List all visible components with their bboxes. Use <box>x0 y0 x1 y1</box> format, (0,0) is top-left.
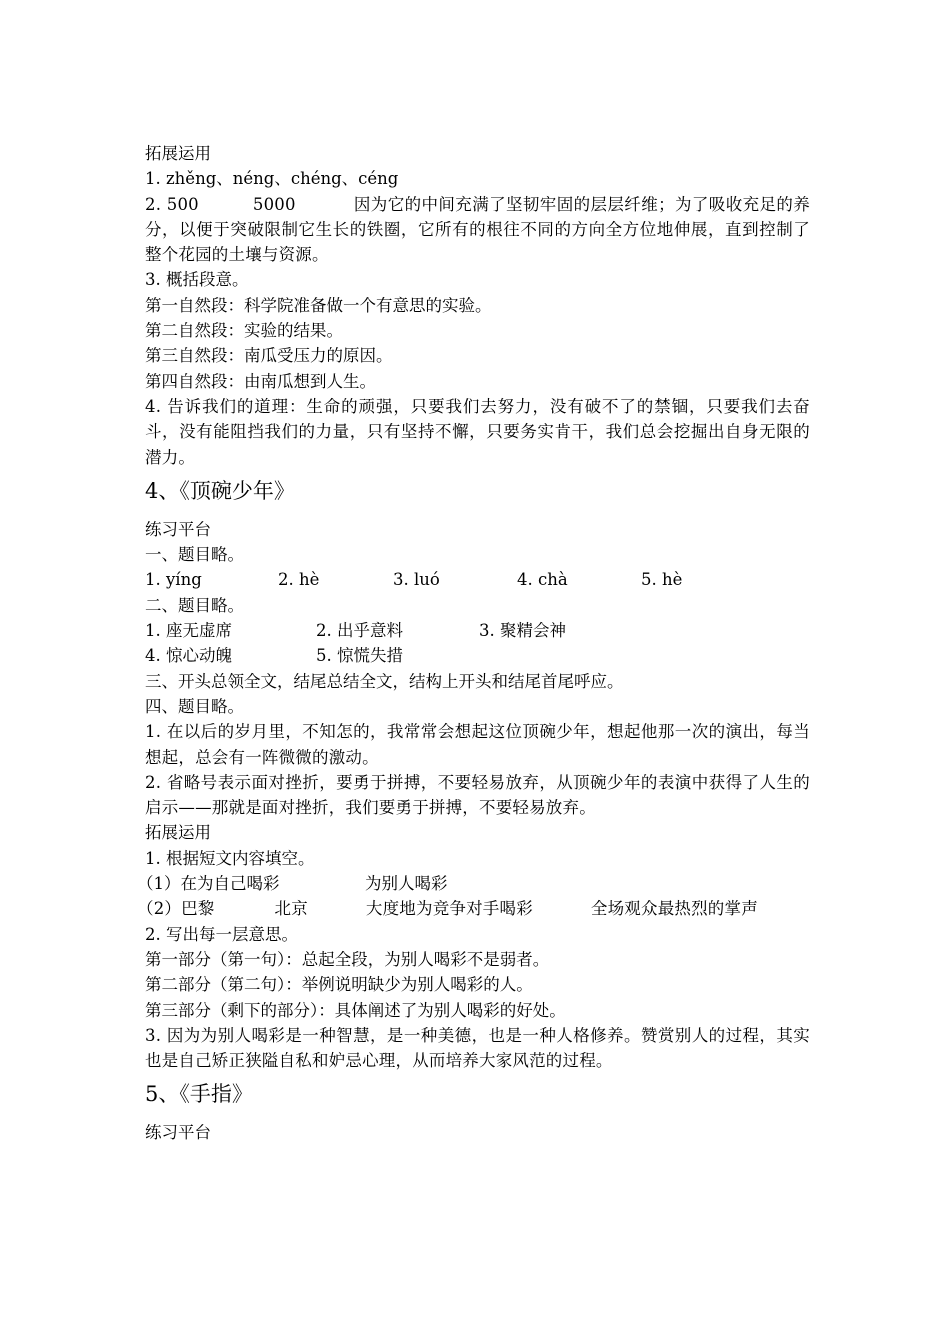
ext-q1-row-2 <box>137 896 810 921</box>
fill-answer: （2）巴黎 <box>137 899 215 919</box>
layer-meaning: 第三部分（剩下的部分）：具体阐述了为别人喝彩的好处。 <box>145 1000 566 1020</box>
paragraph-summary: 第一自然段：科学院准备做一个有意思的实验。 <box>145 295 492 315</box>
part-4-title: 四、题目略。 <box>145 696 244 716</box>
part-2-row-1 <box>145 618 810 643</box>
part-1-answers <box>145 567 810 592</box>
answer-2 <box>145 192 810 268</box>
paragraph-summary: 第三自然段：南瓜受压力的原因。 <box>145 346 393 366</box>
idiom-answer: 4. 惊心动魄 <box>145 646 232 666</box>
answer-2-val2: 5000 <box>252 194 296 214</box>
ext-q2-title: 2. 写出每一层意思。 <box>145 924 298 944</box>
pinyin-answer: 5. hè <box>641 570 683 590</box>
answer-2-text: 因为它的中间充满了坚韧牢固的层层纤维；为了吸收充足的养分，以便于突破限制它生长的铁圈，它所有的根往不同的方向全方位地伸展，直到控制了整个花园的土壤与资源。 <box>145 194 810 265</box>
part-4-answer-1: 1. 在以后的岁月里，不知怎的，我常常会想起这位顶碗少年，想起他那一次的演出，每当想起，总会有一阵微微的激动。 <box>145 722 810 767</box>
ext-q1-row-1 <box>137 871 810 896</box>
fill-answer: 大度地为竞争对手喝彩 <box>365 899 533 919</box>
fill-answer: 北京 <box>274 899 308 919</box>
paragraph-summary: 第二自然段：实验的结果。 <box>145 321 343 341</box>
idiom-answer: 2. 出乎意料 <box>316 621 403 641</box>
fill-answer: 全场观众最热烈的掌声 <box>590 899 758 919</box>
part-3-answer: 三、开头总领全文，结尾总结全文，结构上开头和结尾首尾呼应。 <box>145 671 624 691</box>
answer-4: 4. 告诉我们的道理：生命的顽强，只要我们去努力，没有破不了的禁锢，只要我们去奋斗，没有能阻挡我们的力量，只有坚持不懈，只要务实肯干，我们总会挖掘出自身无限的潜力。 <box>145 396 810 467</box>
answer-3-title: 3. 概括段意。 <box>145 270 249 290</box>
answer-2-num: 2. 500 <box>145 194 199 214</box>
fill-answer: 为别人喝彩 <box>365 874 448 894</box>
section-heading: 4、《顶碗少年》 <box>145 478 295 503</box>
extend-title: 拓展运用 <box>145 144 211 163</box>
idiom-answer: 3. 聚精会神 <box>479 621 566 641</box>
extend-title: 拓展运用 <box>145 823 211 843</box>
pinyin-answer: 2. hè <box>278 570 320 590</box>
pinyin-answer: 4. chà <box>517 570 568 590</box>
ext-q3-answer: 3. 因为为别人喝彩是一种智慧，是一种美德，也是一种人格修养。赞赏别人的过程，其实也是自己矫正狭隘自私和妒忌心理，从而培养大家风范的过程。 <box>145 1025 810 1071</box>
idiom-answer: 1. 座无虚席 <box>145 621 232 641</box>
ext-q1-title: 1. 根据短文内容填空。 <box>145 848 315 868</box>
document-body <box>137 141 810 1146</box>
layer-meaning: 第二部分（第二句）：举例说明缺少为别人喝彩的人。 <box>145 975 533 995</box>
part-2-title: 二、题目略。 <box>145 595 244 615</box>
section-heading: 5、《手指》 <box>145 1082 253 1107</box>
practice-title: 练习平台 <box>145 519 211 539</box>
answer-1: 1. zhěng、néng、chéng、céng <box>145 169 399 189</box>
layer-meaning: 第一部分（第一句）：总起全段，为别人喝彩不是弱者。 <box>145 949 550 969</box>
paragraph-summary: 第四自然段：由南瓜想到人生。 <box>145 371 376 391</box>
pinyin-answer: 3. luó <box>393 570 440 590</box>
part-4-answer-2: 2. 省略号表示面对挫折，要勇于拼搏，不要轻易放弃，从顶碗少年的表演中获得了人生的启示——那就是面对挫折，我们要勇于拼搏，不要轻易放弃。 <box>145 772 810 818</box>
idiom-answer: 5. 惊慌失措 <box>316 646 403 666</box>
fill-answer: （1）在为自己喝彩 <box>137 874 280 894</box>
part-1-title: 一、题目略。 <box>145 545 244 565</box>
part-2-row-2 <box>145 643 810 668</box>
pinyin-answer: 1. yíng <box>145 570 202 590</box>
practice-title: 练习平台 <box>145 1123 211 1143</box>
